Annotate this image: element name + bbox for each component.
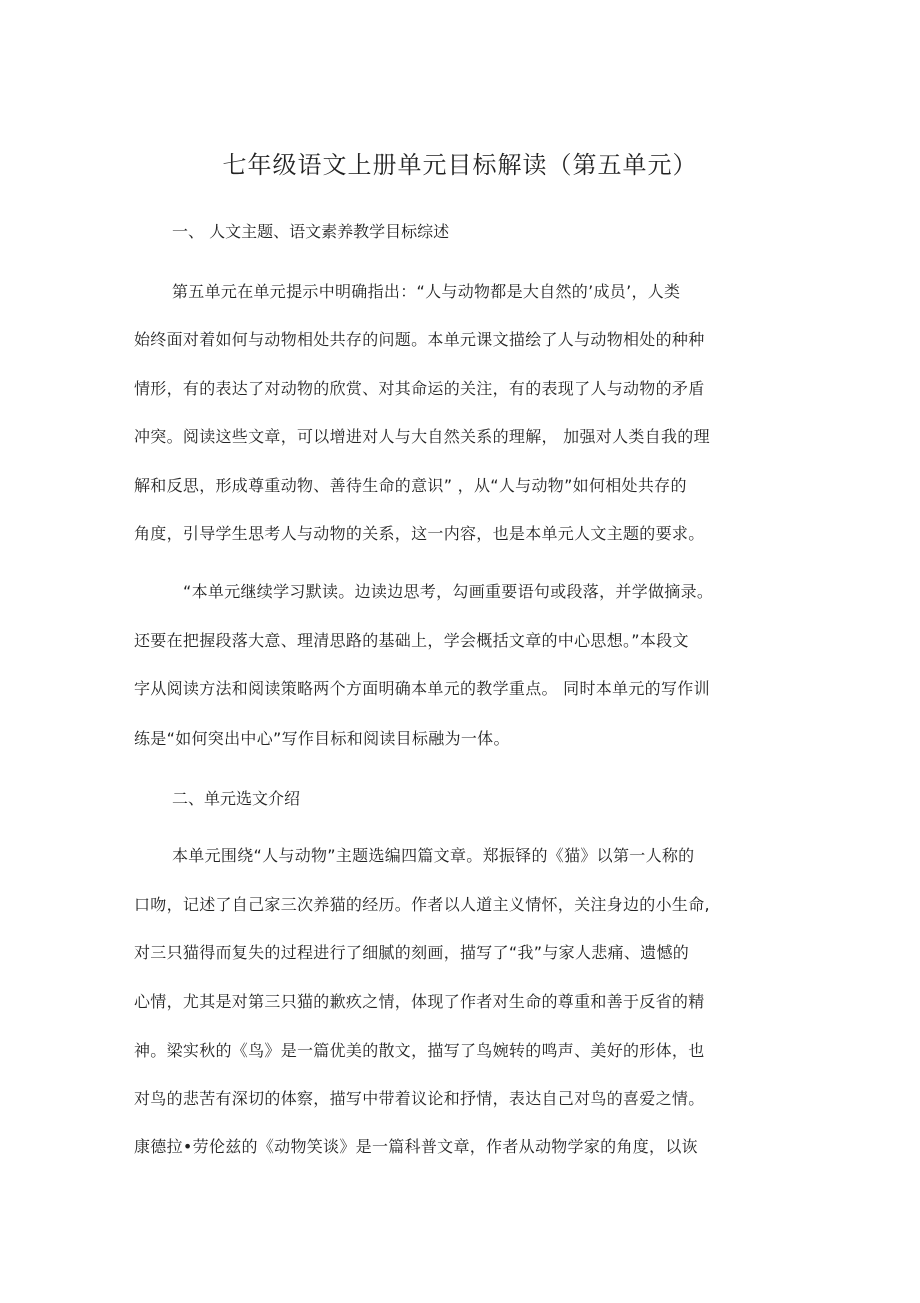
section-1-paragraph-2-line: 练是“如何突出中心”写作目标和阅读目标融为一体。: [134, 729, 510, 748]
section-1-paragraph-2-line: “本单元继续学习默读。边读边思考，勾画重要语句或段落，并学做摘录。: [183, 582, 714, 601]
section-2-paragraph-1-line: 心情，尤其是对第三只猫的歉疚之情，体现了作者对生命的尊重和善于反省的精: [134, 992, 705, 1011]
page-title: 七年级语文上册单元目标解读（第五单元）: [222, 151, 698, 179]
section-1-paragraph-1-line: 解和反思，形成尊重动物、善待生命的意识” ，从“人与动物”如何相处共存的: [134, 476, 687, 495]
section-1-paragraph-2-line: 字从阅读方法和阅读策略两个方面明确本单元的教学重点。 同时本单元的写作训: [134, 679, 710, 698]
section-2-paragraph-1-line: 本单元围绕“人与动物”主题选编四篇文章。郑振铎的《猫》以第一人称的: [172, 846, 695, 865]
section-1-paragraph-2-line: 还要在把握段落大意、理清思路的基础上，学会概括文章的中心思想。”本段文: [134, 631, 689, 650]
section-1-heading: 一、 人文主题、语文素养教学目标综述: [172, 222, 450, 241]
section-1-paragraph-1-line: 始终面对着如何与动物相处共存的问题。本单元课文描绘了人与动物相处的种种: [134, 330, 705, 349]
section-2-paragraph-1-line: 对三只猫得而复失的过程进行了细腻的刻画，描写了“我”与家人悲痛、遗憾的: [134, 943, 690, 962]
section-1-paragraph-1-line: 情形，有的表达了对动物的欣赏、对其命运的关注，有的表现了人与动物的矛盾: [134, 379, 705, 398]
section-2-heading: 二、单元选文介绍: [172, 789, 301, 808]
section-1-paragraph-1-line: 冲突。阅读这些文章，可以增进对人与大自然关系的理解， 加强对人类自我的理: [134, 427, 710, 446]
section-2-paragraph-1-line: 康德拉•劳伦兹的《动物笑谈》是一篇科普文章，作者从动物学家的角度，以诙: [134, 1137, 698, 1156]
section-2-paragraph-1-line: 神。梁实秋的《鸟》是一篇优美的散文，描写了鸟婉转的鸣声、美好的形体，也: [134, 1041, 705, 1060]
section-2-paragraph-1-line: 口吻，记述了自己家三次养猫的经历。作者以人道主义情怀，关注身边的小生命,: [134, 895, 710, 914]
section-2-paragraph-1-line: 对鸟的悲苦有深切的体察，描写中带着议论和抒情，表达自己对鸟的喜爱之情。: [134, 1089, 705, 1108]
section-1-paragraph-1-line: 第五单元在单元提示中明确指出：“人与动物都是大自然的’成员’，人类: [172, 282, 681, 301]
section-1-paragraph-1-line: 角度，引导学生思考人与动物的关系，这一内容，也是本单元人文主题的要求。: [134, 524, 705, 543]
